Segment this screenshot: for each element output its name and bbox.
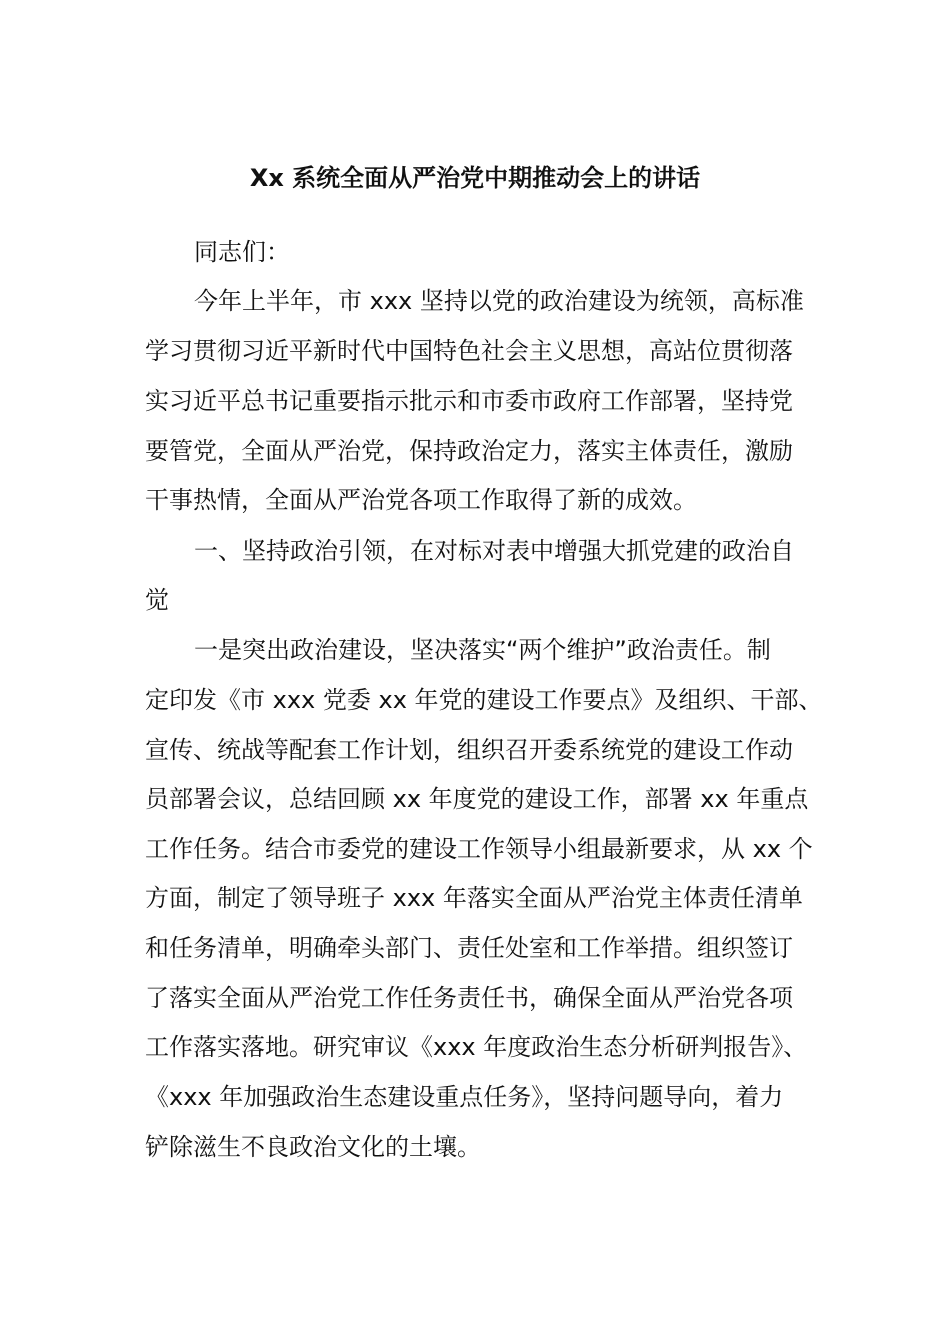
body-line: 学习贯彻习近平新时代中国特色社会主义思想，高站位贯彻落: [145, 337, 793, 365]
body-line: 方面，制定了领导班子 xxx 年落实全面从严治党主体责任清单: [145, 884, 803, 912]
body-line: 干事热情，全面从严治党各项工作取得了新的成效。: [145, 486, 697, 514]
salutation: 同志们：: [194, 238, 290, 266]
body-line: 和任务清单，明确牵头部门、责任处室和工作举措。组织签订: [145, 934, 793, 962]
body-line: 今年上半年，市 xxx 坚持以党的政治建设为统领，高标准: [194, 287, 804, 315]
body-line: 定印发《市 xxx 党委 xx 年党的建设工作要点》及组织、干部、: [145, 686, 823, 714]
body-line: 了落实全面从严治党工作任务责任书，确保全面从严治党各项: [145, 984, 793, 1012]
body-line: 一是突出政治建设，坚决落实“两个维护”政治责任。制: [194, 636, 771, 664]
body-line: 铲除滋生不良政治文化的土壤。: [145, 1133, 481, 1161]
body-line: 实习近平总书记重要指示批示和市委市政府工作部署，坚持党: [145, 387, 793, 415]
section-heading-line: 觉: [145, 586, 169, 614]
body-line: 宣传、统战等配套工作计划，组织召开委系统党的建设工作动: [145, 736, 793, 764]
section-heading-line: 一、坚持政治引领，在对标对表中增强大抓党建的政治自: [194, 537, 794, 565]
body-line: 工作任务。结合市委党的建设工作领导小组最新要求，从 xx 个: [145, 835, 813, 863]
body-line: 要管党，全面从严治党，保持政治定力，落实主体责任，激励: [145, 437, 793, 465]
body-line: 《xxx 年加强政治生态建设重点任务》，坚持问题导向，着力: [145, 1083, 784, 1111]
body-line: 员部署会议，总结回顾 xx 年度党的建设工作，部署 xx 年重点: [145, 785, 809, 813]
document-title: Xx 系统全面从严治党中期推动会上的讲话: [249, 164, 701, 192]
body-line: 工作落实落地。研究审议《xxx 年度政治生态分析研判报告》、: [145, 1033, 808, 1061]
